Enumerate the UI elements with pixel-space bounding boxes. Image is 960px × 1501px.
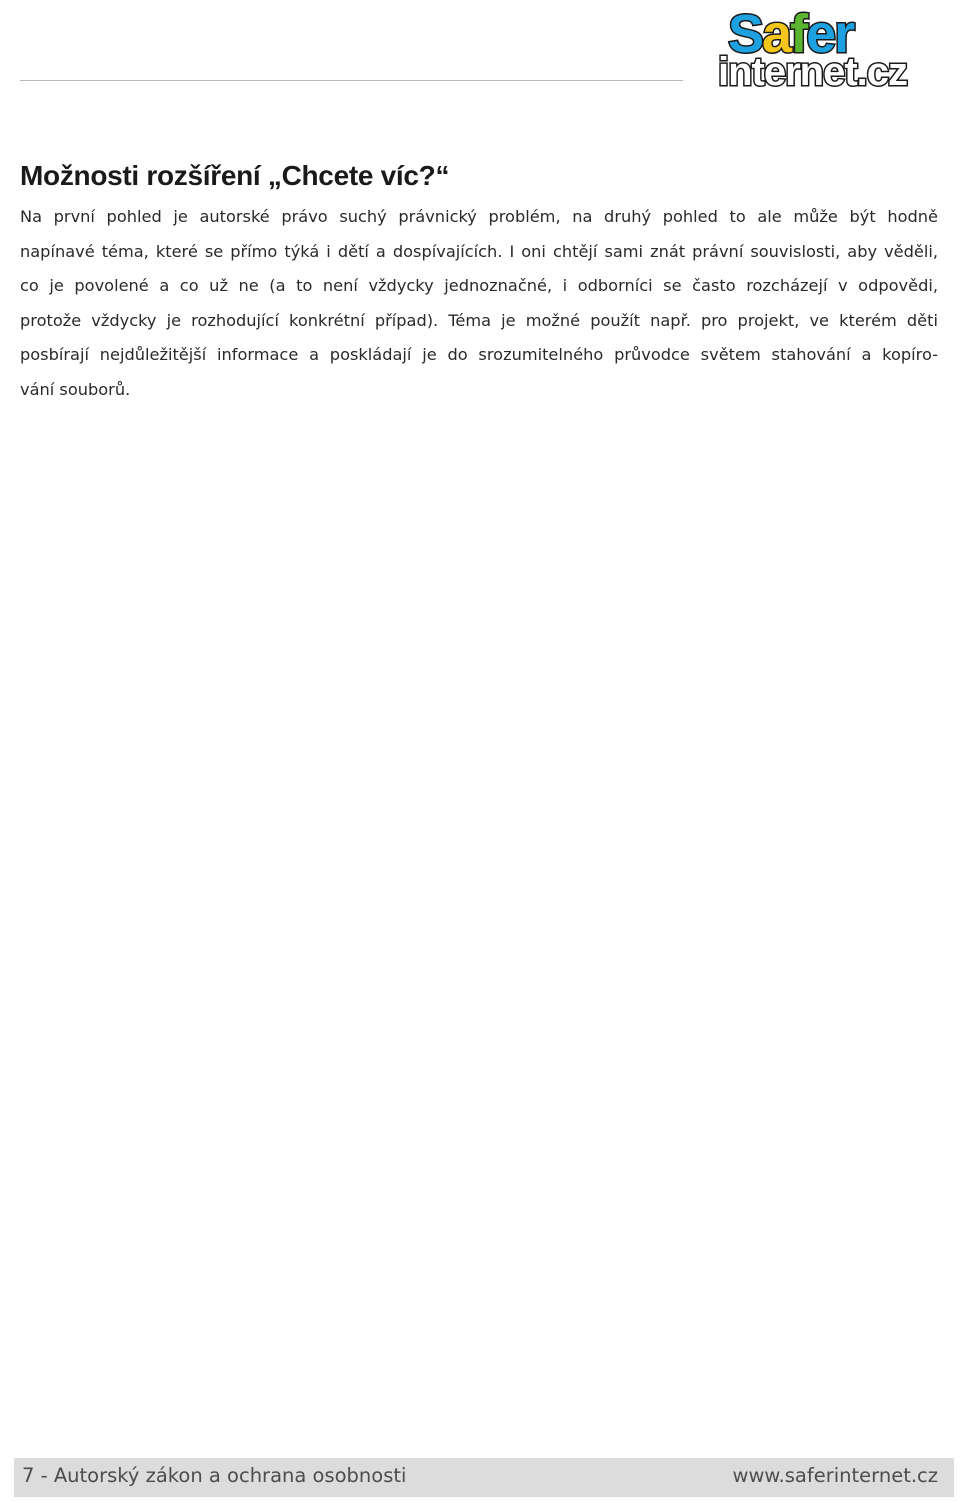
page-footer bbox=[14, 1458, 954, 1497]
footer-website-link[interactable]: www.saferinternet.cz bbox=[732, 1464, 938, 1487]
paragraph-line: vání souborů. bbox=[20, 379, 131, 399]
saferinternet-logo bbox=[716, 2, 942, 90]
header-divider bbox=[20, 80, 683, 81]
paragraph-line: Na první pohled je autorské právo suchý právnický problém, na druhý pohled to ale může být hodně bbox=[20, 207, 938, 226]
footer-page-label: 7 - Autorský zákon a ochrana osobnosti bbox=[22, 1464, 407, 1487]
paragraph-line: protože vždycky je rozhodující konkrétní případ). Téma je možné použít např. pro projekt, ve kterém děti bbox=[20, 310, 938, 330]
paragraph-line: posbírají nejdůležitější informace a poskládají je do srozumitelného průvodce světem stahování a kopíro- bbox=[20, 345, 938, 365]
section-title: Možnosti rozšíření „Chcete víc?“ bbox=[20, 160, 450, 191]
paragraph-line: co je povolené a co už ne (a to není vždycky jednoznačné, i odborníci se často rozcházejí v odpovědi, bbox=[20, 276, 938, 296]
body-paragraph bbox=[20, 200, 938, 408]
paragraph-line: napínavé téma, které se přímo týká i dětí a dospívajících. I oni chtějí sami znát právní souvislosti, aby věděli, bbox=[20, 241, 938, 261]
svg-text:internet.cz: internet.cz bbox=[718, 50, 908, 90]
svg-text:Safer: Safer bbox=[728, 4, 854, 64]
